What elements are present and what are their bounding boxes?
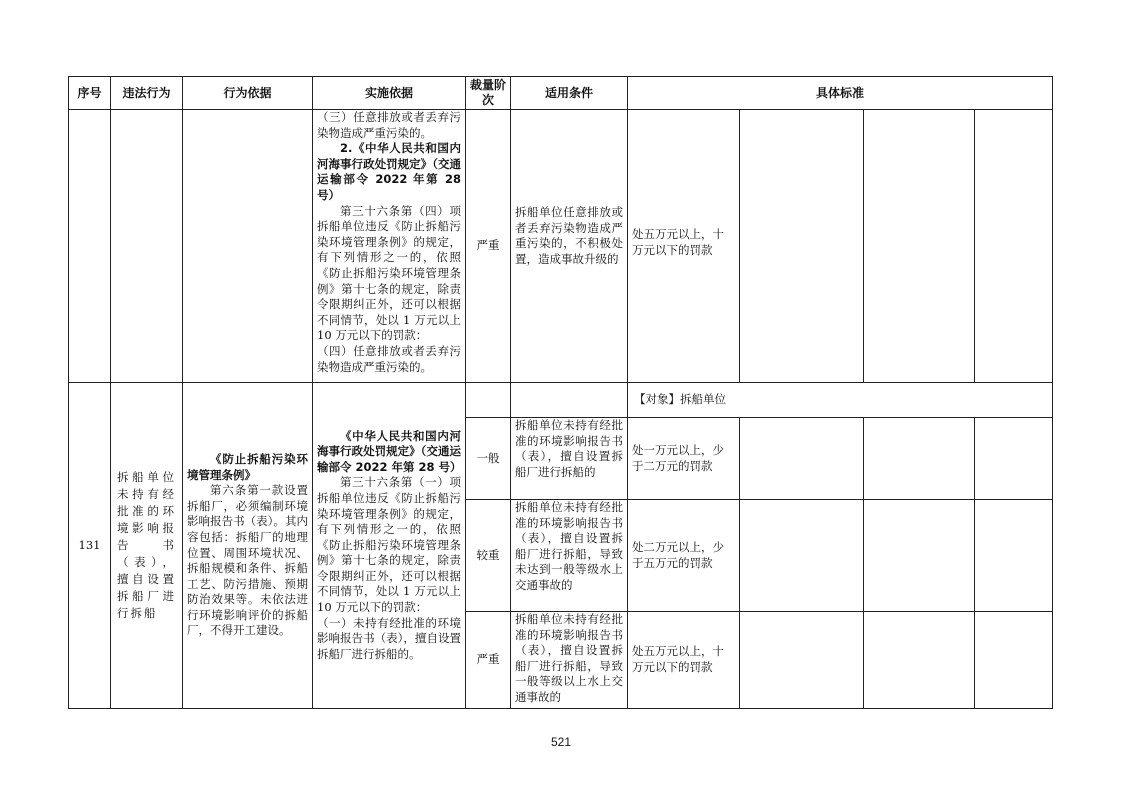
item131-std-severe: 处五万元以上，十万元以下的罚款 <box>628 612 740 709</box>
cont-empty-cell-1 <box>740 110 864 383</box>
item131-cond-general: 拆船单位未持有经批准的环境影响报告书（表），擅自设置拆船厂进行拆船的 <box>511 418 628 500</box>
cont-impl-title: 2.《中华人民共和国内河海事行政处罚规定》（交通运输部令 2022 年第 28 号） <box>317 141 461 202</box>
item131-target-row <box>69 383 1053 418</box>
header-condition: 适用条件 <box>511 77 628 110</box>
cont-seq-cell <box>69 110 111 383</box>
item131-target: 【对象】拆船单位 <box>628 383 1053 418</box>
item131-std-general: 处一万元以上，少于二万元的罚款 <box>628 418 740 500</box>
cont-empty-cell-3 <box>975 110 1053 383</box>
continuation-row <box>69 110 1053 383</box>
item131-cond-serious: 拆船单位未持有经批准的环境影响报告书（表），擅自设置拆船厂进行拆船，导致未达到一般等级水上交通事故的 <box>511 500 628 612</box>
item131-impl-item: （一）未持有经批准的环境影响报告书（表），擅自设置拆船厂进行拆船的。 <box>317 615 461 661</box>
item131-severe-empty-3 <box>975 612 1053 709</box>
cont-impl-cell <box>313 110 466 383</box>
item131-basis-title: 《防止拆船污染环境管理条例》 <box>187 451 308 482</box>
item131-general-empty-2 <box>864 418 975 500</box>
item131-general-empty-3 <box>975 418 1053 500</box>
page-number: 521 <box>550 735 572 749</box>
item131-impl-text: 第三十六条第（一）项拆船单位违反《防止拆船污染环境管理条例》的规定，有下列情形之一的，依照《防止拆船污染环境管理条例》第十七条的规定，除责令限期纠正外，还可以根据不同情节，处以 1 万元以上 10 万元以下的罚款： <box>317 475 461 615</box>
item131-severe-empty-1 <box>740 612 864 709</box>
item131-target-level-cell <box>466 383 511 418</box>
header-impl-basis: 实施依据 <box>313 77 466 110</box>
item131-serious-empty-2 <box>864 500 975 612</box>
item131-target-cond-cell <box>511 383 628 418</box>
cont-condition-cell: 拆船单位任意排放或者丢弃污染物造成严重污染的，不积极处置，造成事故升级的 <box>511 110 628 383</box>
penalty-standards-table <box>68 76 1053 709</box>
item131-severe-empty-2 <box>864 612 975 709</box>
item131-std-serious: 处二万元以上，少于五万元的罚款 <box>628 500 740 612</box>
item131-seq-cell: 131 <box>69 383 111 709</box>
cont-impl-item: （三）任意排放或者丢弃污染物造成严重污染的。 <box>317 110 461 140</box>
cont-standard-cell: 处五万元以上，十万元以下的罚款 <box>628 110 740 383</box>
item131-basis-text: 第六条第一款设置拆船厂，必须编制环境影响报告书（表）。其内容包括：拆船厂的地理位置、周围环境状况、拆船规模和条件、拆船工艺、防污措施、预期防治效果等。未依法进行环境影响评价的拆船厂，不得开工建设。 <box>187 483 308 638</box>
header-violation: 违法行为 <box>111 77 183 110</box>
item131-violation-cell: 拆船单位未持有经批准的环境影响报告书（表），擅自设置拆船厂进行拆船 <box>111 383 183 709</box>
item131-level-serious: 较重 <box>466 500 511 612</box>
header-act-basis: 行为依据 <box>183 77 313 110</box>
header-standard: 具体标准 <box>628 77 1053 110</box>
cont-violation-cell <box>111 110 183 383</box>
header-seq: 序号 <box>69 77 111 110</box>
item131-basis-cell <box>183 383 313 709</box>
item131-impl-cell <box>313 383 466 709</box>
item131-level-severe: 严重 <box>466 612 511 709</box>
header-level: 裁量阶次 <box>466 77 511 110</box>
item131-impl-title: 《中华人民共和国内河海事行政处罚规定》（交通运输部令 2022 年第 28 号） <box>317 428 462 474</box>
cont-impl-item-4: （四）任意排放或者丢弃污染物造成严重污染的。 <box>317 343 461 374</box>
cont-basis-cell <box>183 110 313 383</box>
cont-impl-text: 第三十六条第（四）项拆船单位违反《防止拆船污染环境管理条例》的规定，有下列情形之一的，依照《防止拆船污染环境管理条例》第十七条的规定，除责令限期纠正外，还可以根据不同情节，处以 1 万元以上 10 万元以下的罚款： <box>317 203 461 343</box>
cont-empty-cell-2 <box>864 110 975 383</box>
item131-serious-empty-1 <box>740 500 864 612</box>
item131-general-empty-1 <box>740 418 864 500</box>
cont-level-cell: 严重 <box>466 110 511 383</box>
item131-cond-severe: 拆船单位未持有经批准的环境影响报告书（表），擅自设置拆船厂进行拆船，导致一般等级以上水上交通事故的 <box>511 612 628 709</box>
item131-serious-empty-3 <box>975 500 1053 612</box>
header-row <box>69 77 1053 110</box>
item131-level-general: 一般 <box>466 418 511 500</box>
